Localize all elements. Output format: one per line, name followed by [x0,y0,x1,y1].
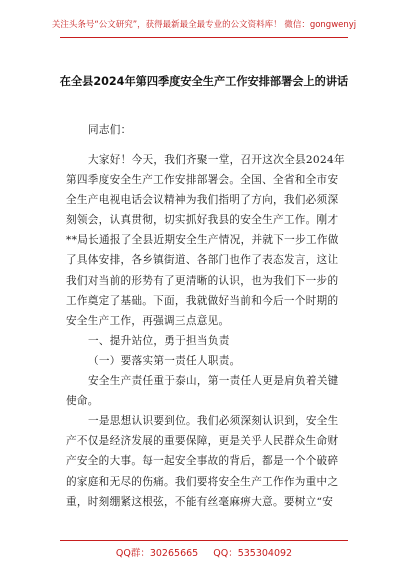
salutation: 同志们： [88,124,132,136]
header-banner: 关注头条号“公文研究”，获得最新最全最专业的公文资料库！ 微信：gongwenyj [51,20,357,30]
footer-contact [0,545,408,559]
footer-divider [60,540,348,541]
body-line: 刻领会，认真贯彻，切实抓好我县的安全生产工作。刚才 [66,214,339,227]
body-line: 工作奠定了基础。下面，我就做好当前和今后一个时期的 [66,294,339,307]
body-line: **局长通报了全县近期安全生产情况，并就下一步工作做 [66,234,339,247]
body-line: 全生产电视电话会议精神为我们指明了方向，我们必须深 [66,194,339,207]
body-line: 重，时刻绷紧这根弦，不能有丝毫麻痹大意。要树立“安 [66,495,334,508]
document-title: 在全县2024年第四季度安全生产工作安排部署会上的讲话 [59,75,349,88]
body-line: 我们对当前的形势有了更清晰的认识，也为我们下一步的 [66,274,339,287]
body-line: 一是思想认识要到位。我们必须深刻认识到，安全生 [88,415,339,428]
footer-qq: QQ：535304092 [213,548,293,559]
body-line: 第四季度安全生产工作安排部署会。全国、全省和全市安 [66,174,339,187]
footer-qq-group: QQ群：30265665 [115,548,199,559]
section-heading: 一、提升站位，勇于担当负责 [88,334,230,347]
header-divider [60,37,348,38]
body-line: 安全生产工作，再强调三点意见。 [66,314,230,327]
body-line: 了具体安排，各乡镇街道、各部门也作了表态发言，这让 [66,254,339,267]
body-line: 使命。 [66,395,99,408]
body-line: 产不仅是经济发展的重要保障，更是关乎人民群众生命财 [66,435,339,448]
body-line: 产安全的大事。每一起安全事故的背后，都是一个个破碎 [66,455,339,468]
body-line: 大家好！今天，我们齐聚一堂，召开这次全县2024年 [88,154,345,166]
body-line: 的家庭和无尽的伤痛。我们要将安全生产工作作为重中之 [66,475,339,488]
body-line: 安全生产责任重于泰山，第一责任人更是肩负着关键 [88,375,339,388]
document-body [66,150,345,512]
subsection-heading: （一）要落实第一责任人职责。 [88,354,241,367]
